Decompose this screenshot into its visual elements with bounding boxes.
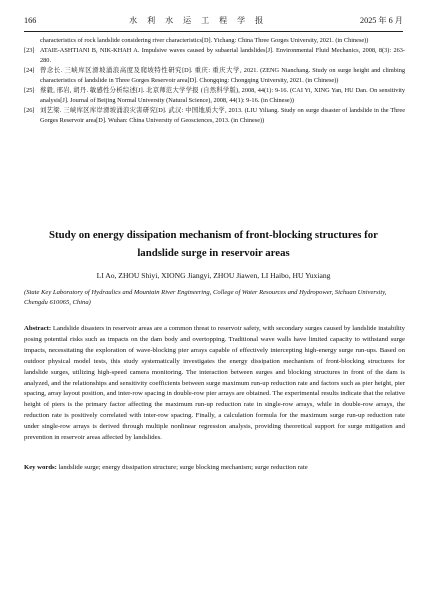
page-number: 166 bbox=[24, 15, 37, 25]
abstract-text: Landslide disasters in reservoir areas are a common threat to reservoir safety, with secondary surges caused by landslide instability posing potential risks such as impacts on the dam body and overtopping. Traditional wave walls have limited capacity to withstand surge impacts, necessitating the exploration of wave-blocking pier arrays capable of effectively intercepting high-energy surge run-ups. Based on outdoor physical model tests, this study systematically investigates the energy dissipation mechanism of front-blocking structures for landslide surges, utilizing high-speed camera monitoring. The interaction between surges and blocking structures in front of the dam is analyzed, and the relationships and sensitivity coefficients between surge maximum run-up reduction rate and factors such as pier height, pier spacing, array layout position, and inter-row spacing in double-row pier arrays are obtained. The experimental results indicate that the relative height of piers is the primary factor affecting the maximum run-up reduction rate in single-row arrays, while in double-row arrays, the reduction rate is positively correlated with inter-row spacing. Finally, a calculation formula for the maximum surge run-up reduction rate under single-row arrays is derived through multiple nonlinear regression analysis, providing theoretical support for surge mitigation and prevention in reservoir areas affected by landslides. bbox=[24, 325, 405, 442]
reference-number: [23] bbox=[24, 47, 35, 54]
keywords-label: Key words: bbox=[24, 464, 57, 471]
reference-item bbox=[24, 46, 405, 66]
reference-list bbox=[24, 36, 405, 126]
reference-item bbox=[24, 106, 405, 126]
reference-text: ATAIE-ASHTIANI B, NIK-KHAH A. Impulsive waves caused by subaerial landslides[J]. Environmental Fluid Mechanics, 2008, 8(3): 263-280. bbox=[40, 47, 405, 64]
issue-date: 2025 年 6 月 bbox=[360, 15, 403, 25]
abstract-label: Abstract: bbox=[24, 325, 52, 332]
header-divider bbox=[24, 31, 403, 32]
article-title bbox=[24, 226, 403, 262]
page-header bbox=[24, 13, 403, 27]
reference-item bbox=[24, 36, 405, 46]
author-list: LI Ao, ZHOU Shiyi, XIONG Jiangyi, ZHOU Jiawen, LI Haibo, HU Yuxiang bbox=[96, 271, 331, 280]
reference-text: 蔡毅, 邢岩, 胡丹. 敏感性分析综述[J]. 北京师范大学学报 (自然科学版), 2008, 44(1): 9-16. (CAI Yi, XING Yan, HU Dan. On sensitivity analysis[J]. Journal of Beijing Normal University (Natural Science), 2008, 44(1): 9-16. (in Chinese)) bbox=[40, 87, 405, 104]
reference-number: [25] bbox=[24, 87, 35, 94]
reference-item bbox=[24, 66, 405, 86]
reference-text: 刘艺梁. 三峡库区库岸滑坡涌浪灾害研究[D]. 武汉: 中国地质大学, 2013. (LIU Yiliang. Study on surge disaster of landslide in the Three Gorges Reservoir area[D]. Wuhan: China University of Geosciences, 2013. (in Chinese)) bbox=[40, 107, 405, 124]
reference-text: characteristics of rock landslide considering river characteristics[D]. Yichang: China Three Gorges University, 2021. (in Chinese)) bbox=[40, 37, 369, 44]
reference-number: [24] bbox=[24, 67, 35, 74]
reference-item bbox=[24, 86, 405, 106]
article-title-line-2: landslide surge in reservoir areas bbox=[137, 247, 290, 259]
keywords-text: landslide surge; energy dissipation structure; surge blocking mechanism; surge reduction rate bbox=[58, 464, 308, 471]
author-affiliation: (State Key Laboratory of Hydraulics and Mountain River Engineering, College of Water Resources and Hydropower, Sichuan University, Chengdu 610065, China) bbox=[24, 289, 387, 306]
article-title-line-1: Study on energy dissipation mechanism of front-blocking structures for bbox=[49, 229, 378, 241]
keywords bbox=[24, 463, 405, 474]
reference-text: 曾念长. 三峡库区滑坡涌浪高度及爬坡特性研究[D]. 重庆: 重庆大学, 2021. (ZENG Nianchang. Study on surge height and climbing characteristics of landslide in Three Gorges Reservoir area[D]. Chongqing: Chongqing University, 2021. (in Chinese)) bbox=[40, 67, 405, 84]
reference-number: [26] bbox=[24, 107, 35, 114]
reference-number bbox=[24, 36, 40, 46]
abstract bbox=[24, 324, 405, 444]
journal-name: 水 利 水 运 工 程 学 报 bbox=[129, 15, 268, 25]
